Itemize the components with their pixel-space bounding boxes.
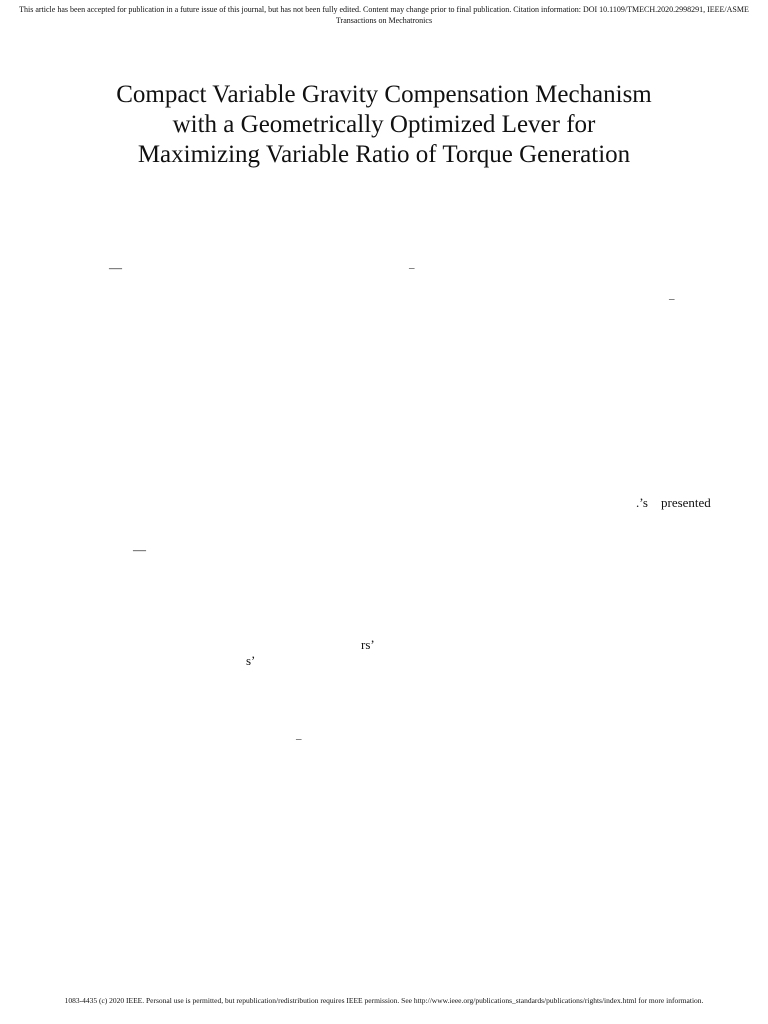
journal-notice-header (0, 4, 768, 26)
notice-line-2: Transactions on Mechatronics (335, 16, 433, 25)
text-fragment-dash: – (409, 262, 415, 274)
text-fragment-dash: – (669, 293, 675, 305)
copyright-footer: 1083-4435 (c) 2020 IEEE. Personal use is permitted, but republication/redistribution requires IEEE permission. See http://www.ieee.org/publications_standards/publications/rights/index.html for more information. (64, 996, 704, 1005)
text-fragment-apostrophe-s: .’s (636, 495, 648, 510)
notice-line-1: This article has been accepted for publication in a future issue of this journal, but has not been fully edited. Content may change prior to final publication. Citation information: DOI 10.1109/TMECH.2020.2998291, IEEE/ASME (19, 5, 749, 14)
paper-title (84, 80, 684, 170)
text-fragment-presented: presented (661, 495, 711, 510)
text-fragment-dash: — (133, 542, 146, 557)
title-line-3: Maximizing Variable Ratio of Torque Generation (137, 141, 631, 168)
text-fragment-dash: — (109, 260, 122, 275)
text-fragment-s-apostrophe: s’ (246, 653, 256, 668)
text-fragment-rs-apostrophe: rs’ (361, 637, 375, 652)
title-line-1: Compact Variable Gravity Compensation Mechanism (116, 81, 652, 108)
text-fragment-dash: – (296, 733, 302, 745)
title-line-2: with a Geometrically Optimized Lever for (172, 111, 596, 138)
